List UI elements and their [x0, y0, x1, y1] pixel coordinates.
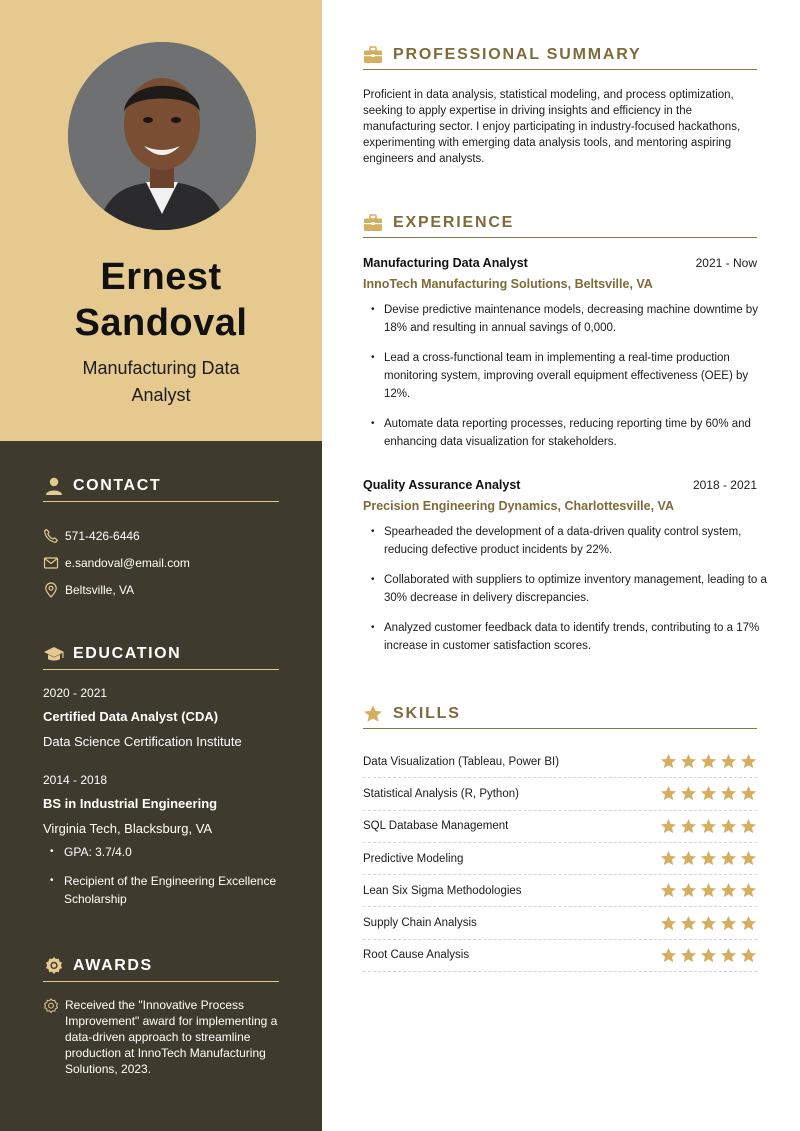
skill-row	[363, 907, 757, 939]
graduation-cap-icon	[43, 643, 65, 665]
skill-row	[363, 843, 757, 875]
skill-rating	[660, 753, 757, 770]
skill-name: SQL Database Management	[363, 820, 509, 833]
contact-location	[43, 581, 134, 599]
skill-row	[363, 746, 757, 778]
education-heading-label: EDUCATION	[73, 644, 182, 662]
skill-name: Lean Six Sigma Methodologies	[363, 884, 522, 897]
skill-row	[363, 778, 757, 810]
education-heading	[43, 638, 279, 670]
star-icon	[680, 818, 697, 835]
location-value: Beltsville, VA	[65, 583, 135, 597]
list-item: • Recipient of the Engineering Excellence Scholarship	[50, 872, 300, 908]
award-item	[43, 997, 293, 1077]
star-icon	[660, 947, 677, 964]
star-icon	[720, 850, 737, 867]
star-icon	[680, 753, 697, 770]
star-icon	[700, 882, 717, 899]
contact-phone[interactable]	[43, 527, 140, 545]
star-icon	[700, 785, 717, 802]
skill-name: Root Cause Analysis	[363, 949, 470, 962]
star-icon	[680, 882, 697, 899]
star-icon	[700, 753, 717, 770]
job-1-company: InnoTech Manufacturing Solutions, Beltsville, VA	[363, 277, 653, 291]
star-icon	[720, 753, 737, 770]
star-icon	[720, 882, 737, 899]
mail-icon	[43, 555, 59, 571]
skill-row	[363, 940, 757, 972]
job-2-title: Quality Assurance Analyst	[363, 478, 521, 492]
briefcase-icon	[363, 213, 383, 233]
star-icon	[740, 850, 757, 867]
skills-heading	[363, 699, 757, 729]
star-icon	[700, 850, 717, 867]
education-2-dates: 2014 - 2018	[43, 773, 108, 787]
profile-photo	[68, 42, 256, 230]
phone-icon	[43, 528, 59, 544]
job-title-headline	[0, 355, 322, 409]
education-1-degree: Certified Data Analyst (CDA)	[43, 709, 219, 724]
profile-photo-illustration	[68, 42, 256, 230]
skills-list	[363, 746, 757, 972]
skill-row	[363, 811, 757, 843]
skill-rating	[660, 882, 757, 899]
skill-rating	[660, 850, 757, 867]
profile-header	[0, 0, 322, 441]
full-name	[0, 254, 322, 346]
star-icon	[700, 818, 717, 835]
summary-heading	[363, 40, 757, 70]
star-icon	[660, 915, 677, 932]
person-icon	[43, 475, 65, 497]
location-pin-icon	[43, 582, 59, 598]
job-1-title: Manufacturing Data Analyst	[363, 256, 528, 270]
skill-row	[363, 875, 757, 907]
star-icon	[680, 915, 697, 932]
education-2-degree: BS in Industrial Engineering	[43, 796, 218, 811]
star-icon	[720, 785, 737, 802]
skill-name: Predictive Modeling	[363, 852, 464, 865]
summary-heading-label: PROFESSIONAL SUMMARY	[393, 45, 642, 63]
job-2-company: Precision Engineering Dynamics, Charlottesville, VA	[363, 499, 674, 513]
skill-rating	[660, 785, 757, 802]
title-line-1: Manufacturing Data	[82, 358, 240, 378]
star-icon	[700, 915, 717, 932]
skill-name: Statistical Analysis (R, Python)	[363, 787, 519, 800]
skill-rating	[660, 818, 757, 835]
star-icon	[700, 947, 717, 964]
phone-value: 571-426-6446	[65, 529, 140, 543]
skill-name: Data Visualization (Tableau, Power BI)	[363, 755, 560, 768]
education-1-institution: Data Science Certification Institute	[43, 734, 242, 749]
star-icon	[660, 785, 677, 802]
star-icon	[680, 947, 697, 964]
email-value: e.sandoval@email.com	[65, 556, 190, 570]
job-1-bullets	[371, 301, 771, 463]
list-item: • Analyzed customer feedback data to identify trends, contributing to a 17% increase in customer satisfaction scores.	[371, 619, 771, 655]
list-item: • Collaborated with suppliers to optimize inventory management, leading to a 30% decrease in delivery discrepancies.	[371, 571, 771, 607]
star-icon	[680, 850, 697, 867]
award-badge-icon	[43, 998, 59, 1014]
list-item: • Devise predictive maintenance models, decreasing machine downtime by 18% and resulting in annual savings of 0,000.	[371, 301, 771, 337]
awards-heading-label: AWARDS	[73, 956, 153, 974]
star-icon	[680, 785, 697, 802]
star-icon	[740, 753, 757, 770]
award-text: Received the "Innovative Process Improvement" award for implementing a data-driven approach to streamline production at InnoTech Manufacturing Solutions, 2023.	[65, 998, 278, 1076]
job-1-dates: 2021 - Now	[695, 256, 757, 270]
star-icon	[740, 882, 757, 899]
star-icon	[660, 753, 677, 770]
skills-heading-label: SKILLS	[393, 704, 461, 722]
star-icon	[740, 947, 757, 964]
name-first: Ernest	[100, 256, 222, 298]
star-icon	[740, 915, 757, 932]
list-item: • Lead a cross-functional team in implementing a real-time production monitoring system, improving overall equipment effectiveness (OEE) by 12%.	[371, 349, 771, 403]
list-item: • GPA: 3.7/4.0	[50, 843, 300, 861]
star-icon	[660, 882, 677, 899]
star-icon	[660, 850, 677, 867]
education-1-dates: 2020 - 2021	[43, 686, 108, 700]
star-icon	[363, 704, 383, 724]
sidebar	[0, 0, 322, 1131]
job-2-bullets	[371, 523, 771, 667]
contact-email[interactable]	[43, 554, 190, 572]
star-icon	[720, 915, 737, 932]
skill-rating	[660, 947, 757, 964]
experience-heading	[363, 208, 757, 238]
summary-text: Proficient in data analysis, statistical modeling, and process optimization, seeking to apply expertise in driving insights and efficiency in the manufacturing sector. I enjoy participating in industry-focused hackathons, experimenting with emerging data analysis tools, and mentoring aspiring engineers and analysts.	[363, 89, 741, 165]
name-last: Sandoval	[74, 302, 248, 344]
list-item: • Spearheaded the development of a data-driven quality control system, reducing defective product incidents by 22%.	[371, 523, 771, 559]
skill-name: Supply Chain Analysis	[363, 917, 477, 930]
experience-heading-label: EXPERIENCE	[393, 213, 515, 231]
job-2-dates: 2018 - 2021	[692, 478, 757, 492]
awards-heading	[43, 950, 279, 982]
briefcase-icon	[363, 45, 383, 65]
education-2-institution: Virginia Tech, Blacksburg, VA	[43, 821, 213, 836]
contact-heading	[43, 470, 279, 502]
star-icon	[720, 818, 737, 835]
education-2-bullets	[50, 843, 300, 919]
star-icon	[740, 785, 757, 802]
contact-heading-label: CONTACT	[73, 476, 162, 494]
title-line-2: Analyst	[131, 385, 191, 405]
star-icon	[740, 818, 757, 835]
award-badge-icon	[43, 955, 65, 977]
star-icon	[720, 947, 737, 964]
skill-rating	[660, 915, 757, 932]
list-item: • Automate data reporting processes, reducing reporting time by 60% and enhancing data visualization for stakeholders.	[371, 415, 771, 451]
star-icon	[660, 818, 677, 835]
